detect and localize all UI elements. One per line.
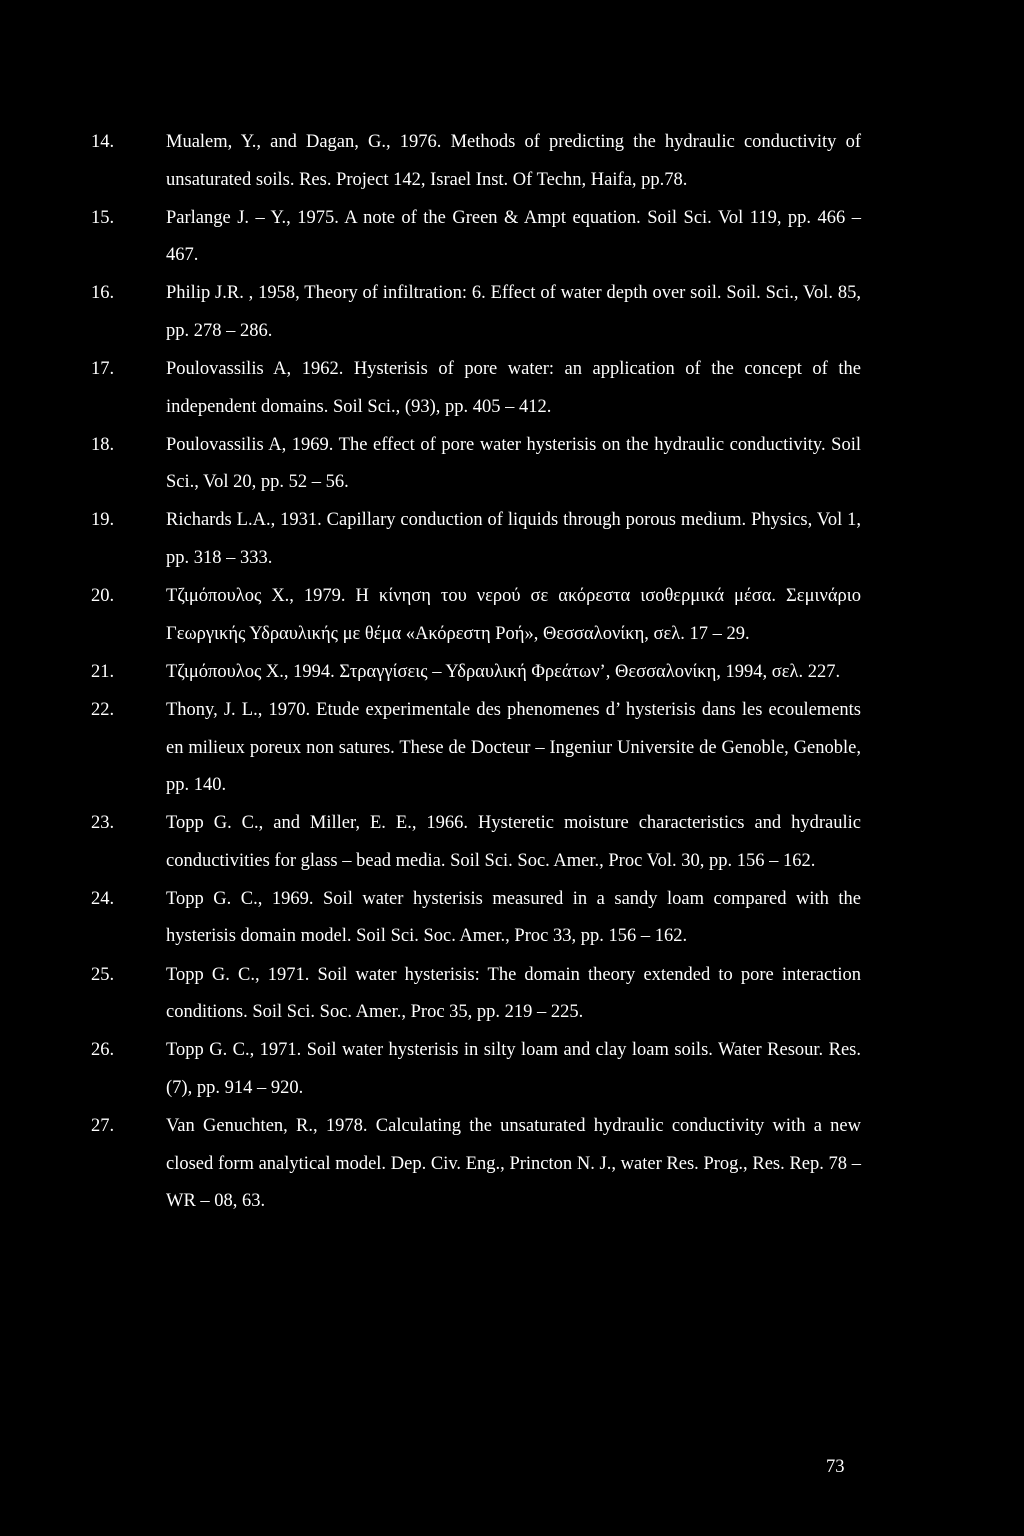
reference-text: Mualem, Y., and Dagan, G., 1976. Methods of predicting the hydraulic conductivity of unsaturated soils. Res. Project 142, Israel Inst. Of Techn, Haifa, pp.78. bbox=[166, 132, 861, 190]
reference-item bbox=[91, 502, 861, 577]
reference-text: Richards L.A., 1931. Capillary conduction of liquids through porous medium. Physics, Vol 1, pp. 318 – 333. bbox=[166, 510, 861, 569]
reference-item bbox=[91, 1032, 861, 1107]
reference-number: 26. bbox=[91, 1040, 115, 1061]
reference-number: 27. bbox=[91, 1115, 115, 1136]
reference-text: Thony, J. L., 1970. Etude experimentale des phenomenes d’ hysterisis dans les ecoulements en milieux poreux non satures. These de Docteur – Ingeniur Universite de Genoble, Genoble, pp. 140. bbox=[166, 699, 861, 796]
reference-number: 21. bbox=[91, 661, 115, 682]
reference-item bbox=[91, 654, 861, 692]
reference-item bbox=[91, 124, 861, 199]
reference-text: Parlange J. – Y., 1975. A note of the Green & Ampt equation. Soil Sci. Vol 119, pp. 466 – 467. bbox=[166, 207, 861, 266]
reference-list bbox=[91, 124, 861, 1221]
reference-item bbox=[91, 275, 861, 350]
reference-number: 19. bbox=[91, 510, 115, 531]
reference-text: Poulovassilis A, 1962. Hysterisis of pore water: an application of the concept of the independent domains. Soil Sci., (93), pp. 405 – 412. bbox=[166, 359, 861, 417]
reference-text: Topp G. C., 1971. Soil water hysterisis: The domain theory extended to pore interaction conditions. Soil Sci. Soc. Amer., Proc 35, pp. 219 – 225. bbox=[166, 964, 861, 1023]
reference-number: 23. bbox=[91, 813, 115, 834]
reference-number: 16. bbox=[91, 283, 115, 304]
reference-text: Poulovassilis A, 1969. The effect of pore water hysterisis on the hydraulic conductivity. Soil Sci., Vol 20, pp. 52 – 56. bbox=[166, 434, 861, 493]
reference-text: Philip J.R. , 1958, Theory of infiltration: 6. Effect of water depth over soil. Soil. Sci., Vol. 85, pp. 278 – 286. bbox=[166, 283, 861, 341]
reference-text: Van Genuchten, R., 1978. Calculating the unsaturated hydraulic conductivity with a new closed form analytical model. Dep. Civ. Eng., Princton N. J., water Res. Prog., Res. Rep. 78 – WR – 08, 63. bbox=[166, 1115, 861, 1212]
reference-text: Τζιμόπουλος Χ., 1979. Η κίνηση του νερού σε ακόρεστα ισοθερμικά μέσα. Σεμινάριο Γεωργικής Υδραυλικής με θέμα «Ακόρεστη Ροή», Θεσσαλονίκη, σελ. 17 – 29. bbox=[166, 586, 861, 644]
page-number: 73 bbox=[826, 1457, 845, 1477]
reference-text: Topp G. C., and Miller, E. E., 1966. Hysteretic moisture characteristics and hydraulic conductivities for glass – bead media. Soil Sci. Soc. Amer., Proc Vol. 30, pp. 156 – 162. bbox=[166, 813, 861, 871]
reference-number: 18. bbox=[91, 434, 115, 455]
reference-number: 15. bbox=[91, 207, 115, 228]
reference-item bbox=[91, 351, 861, 426]
reference-number: 17. bbox=[91, 359, 115, 380]
reference-number: 24. bbox=[91, 888, 115, 909]
reference-item bbox=[91, 692, 861, 805]
reference-number: 14. bbox=[91, 132, 115, 152]
reference-item bbox=[91, 1108, 861, 1221]
reference-item bbox=[91, 200, 861, 275]
reference-number: 20. bbox=[91, 586, 115, 607]
reference-number: 25. bbox=[91, 964, 115, 985]
reference-item bbox=[91, 957, 861, 1032]
reference-item bbox=[91, 805, 861, 880]
reference-text: Topp G. C., 1971. Soil water hysterisis in silty loam and clay loam soils. Water Resour. Res. (7), pp. 914 – 920. bbox=[166, 1040, 861, 1098]
reference-text: Τζιμόπουλος Χ., 1994. Στραγγίσεις – Υδραυλική Φρεάτων’, Θεσσαλονίκη, 1994, σελ. 227. bbox=[166, 661, 841, 682]
reference-text: Topp G. C., 1969. Soil water hysterisis measured in a sandy loam compared with the hysterisis domain model. Soil Sci. Soc. Amer., Proc 33, pp. 156 – 162. bbox=[166, 888, 861, 947]
reference-number: 22. bbox=[91, 699, 115, 720]
reference-item bbox=[91, 578, 861, 653]
reference-item bbox=[91, 881, 861, 956]
reference-item bbox=[91, 427, 861, 502]
